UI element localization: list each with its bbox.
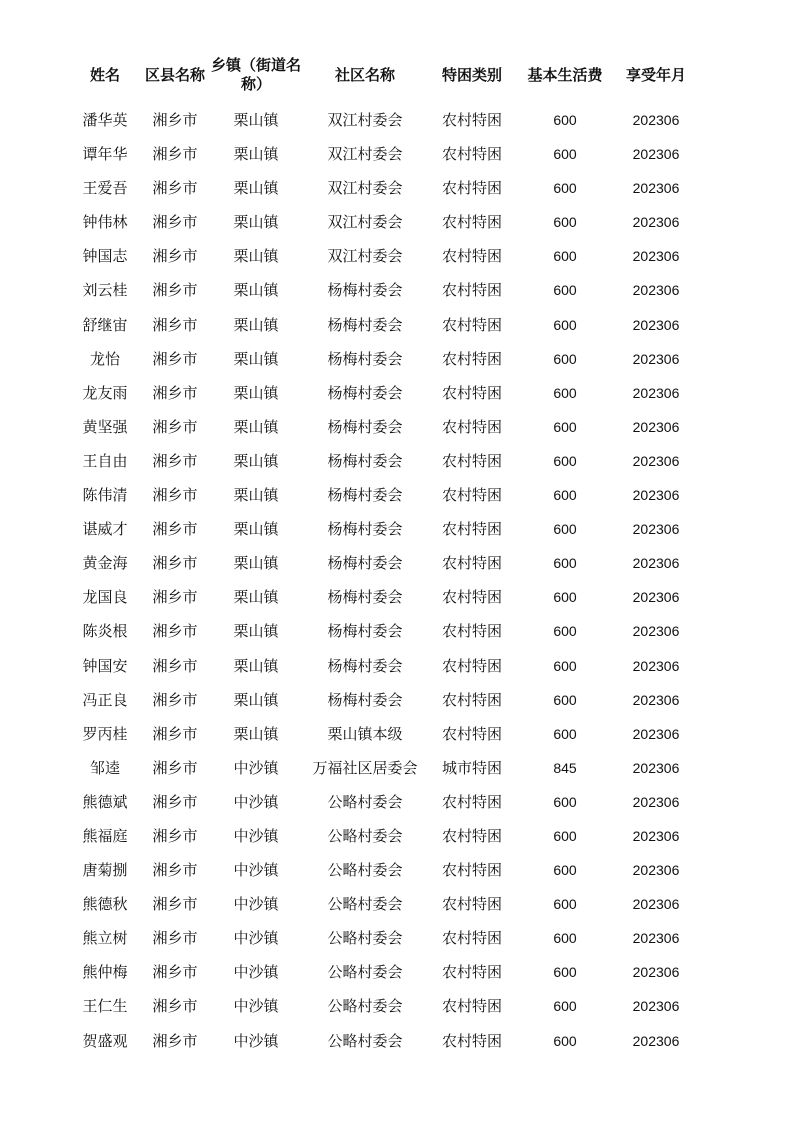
- cell-community: 双江村委会: [327, 247, 403, 266]
- cell-fee: 600: [553, 146, 577, 163]
- cell-type: 农村特困: [441, 213, 502, 232]
- table-row: [0, 649, 793, 683]
- cell-type: 农村特困: [441, 111, 502, 129]
- cell-month: 202306: [632, 657, 680, 674]
- cell-month: 202306: [632, 384, 680, 401]
- cell-district: 湘乡市: [152, 349, 198, 368]
- header-month: 享受年月: [625, 65, 686, 84]
- table-body: [0, 103, 793, 1058]
- cell-name: 钟伟林: [82, 213, 128, 232]
- cell-fee: 600: [553, 589, 577, 606]
- table-row: [0, 546, 793, 580]
- cell-fee: 845: [553, 759, 577, 776]
- cell-town: 中沙镇: [233, 826, 279, 845]
- cell-town: 栗山镇: [233, 383, 279, 402]
- cell-town: 中沙镇: [233, 997, 279, 1016]
- cell-type: 城市特困: [441, 758, 502, 777]
- cell-fee: 600: [553, 316, 577, 333]
- cell-town: 栗山镇: [233, 315, 279, 334]
- table-row: [0, 785, 793, 819]
- cell-name: 黄坚强: [82, 417, 128, 436]
- table-row: [0, 205, 793, 239]
- table-row: [0, 683, 793, 717]
- cell-type: 农村特困: [441, 963, 502, 982]
- cell-town: 栗山镇: [233, 213, 279, 232]
- header-community: 社区名称: [334, 65, 395, 84]
- table-row: [0, 921, 793, 955]
- cell-type: 农村特困: [441, 179, 502, 198]
- cell-district: 湘乡市: [152, 758, 198, 777]
- cell-district: 湘乡市: [152, 929, 198, 948]
- cell-district: 湘乡市: [152, 826, 198, 845]
- cell-district: 湘乡市: [152, 315, 198, 334]
- cell-month: 202306: [632, 418, 680, 435]
- header-fee: 基本生活费: [527, 65, 603, 84]
- table-row: [0, 580, 793, 614]
- cell-month: 202306: [632, 589, 680, 606]
- cell-district: 湘乡市: [152, 520, 198, 539]
- cell-fee: 600: [553, 896, 577, 913]
- cell-fee: 600: [553, 725, 577, 742]
- cell-name: 贺盛观: [82, 1031, 128, 1050]
- cell-district: 湘乡市: [152, 622, 198, 641]
- table-row: [0, 273, 793, 307]
- table-row: [0, 887, 793, 921]
- cell-type: 农村特困: [441, 451, 502, 470]
- cell-fee: 600: [553, 793, 577, 810]
- cell-community: 公略村委会: [327, 963, 403, 982]
- cell-month: 202306: [632, 725, 680, 742]
- table-row: [0, 137, 793, 171]
- table-row: [0, 751, 793, 785]
- cell-name: 熊仲梅: [82, 963, 128, 982]
- table-row: [0, 342, 793, 376]
- cell-type: 农村特困: [441, 861, 502, 880]
- cell-town: 中沙镇: [233, 758, 279, 777]
- cell-month: 202306: [632, 691, 680, 708]
- cell-community: 杨梅村委会: [327, 520, 403, 539]
- cell-fee: 600: [553, 180, 577, 197]
- table-row: [0, 614, 793, 648]
- table-row: [0, 410, 793, 444]
- cell-fee: 600: [553, 657, 577, 674]
- cell-district: 湘乡市: [152, 792, 198, 811]
- cell-district: 湘乡市: [152, 451, 198, 470]
- cell-type: 农村特困: [441, 349, 502, 368]
- cell-town: 中沙镇: [233, 963, 279, 982]
- cell-fee: 600: [553, 214, 577, 231]
- cell-town: 中沙镇: [233, 792, 279, 811]
- cell-community: 公略村委会: [327, 792, 403, 811]
- cell-name: 唐菊捌: [82, 861, 128, 880]
- cell-name: 钟国安: [82, 656, 128, 675]
- cell-name: 熊德秋: [82, 895, 128, 914]
- cell-type: 农村特困: [441, 281, 502, 300]
- cell-fee: 600: [553, 452, 577, 469]
- cell-type: 农村特困: [441, 145, 502, 164]
- cell-fee: 600: [553, 691, 577, 708]
- cell-district: 湘乡市: [152, 861, 198, 880]
- cell-community: 双江村委会: [327, 111, 403, 129]
- cell-community: 公略村委会: [327, 826, 403, 845]
- cell-community: 杨梅村委会: [327, 690, 403, 709]
- cell-type: 农村特困: [441, 588, 502, 607]
- cell-community: 公略村委会: [327, 895, 403, 914]
- cell-district: 湘乡市: [152, 963, 198, 982]
- cell-name: 潘华英: [82, 111, 128, 129]
- cell-type: 农村特困: [441, 622, 502, 641]
- cell-fee: 600: [553, 521, 577, 538]
- cell-fee: 600: [553, 862, 577, 879]
- cell-community: 双江村委会: [327, 179, 403, 198]
- cell-community: 杨梅村委会: [327, 383, 403, 402]
- cell-type: 农村特困: [441, 997, 502, 1016]
- cell-town: 栗山镇: [233, 145, 279, 164]
- cell-type: 农村特困: [441, 656, 502, 675]
- cell-month: 202306: [632, 146, 680, 163]
- cell-fee: 600: [553, 418, 577, 435]
- cell-community: 杨梅村委会: [327, 417, 403, 436]
- cell-town: 栗山镇: [233, 111, 279, 129]
- cell-community: 杨梅村委会: [327, 622, 403, 641]
- cell-community: 杨梅村委会: [327, 349, 403, 368]
- cell-fee: 600: [553, 623, 577, 640]
- cell-district: 湘乡市: [152, 486, 198, 505]
- cell-town: 栗山镇: [233, 179, 279, 198]
- cell-name: 王仁生: [82, 997, 128, 1016]
- cell-month: 202306: [632, 214, 680, 231]
- cell-month: 202306: [632, 896, 680, 913]
- cell-community: 杨梅村委会: [327, 281, 403, 300]
- header-name: 姓名: [89, 65, 120, 84]
- cell-district: 湘乡市: [152, 247, 198, 266]
- cell-district: 湘乡市: [152, 417, 198, 436]
- cell-district: 湘乡市: [152, 895, 198, 914]
- cell-town: 栗山镇: [233, 690, 279, 709]
- table-row: [0, 478, 793, 512]
- cell-fee: 600: [553, 555, 577, 572]
- cell-name: 陈伟清: [82, 486, 128, 505]
- cell-district: 湘乡市: [152, 281, 198, 300]
- table-row: [0, 376, 793, 410]
- cell-month: 202306: [632, 793, 680, 810]
- cell-name: 谌威才: [82, 520, 128, 539]
- cell-type: 农村特困: [441, 724, 502, 743]
- cell-month: 202306: [632, 827, 680, 844]
- cell-district: 湘乡市: [152, 383, 198, 402]
- table-row: [0, 1024, 793, 1058]
- cell-community: 杨梅村委会: [327, 588, 403, 607]
- cell-month: 202306: [632, 180, 680, 197]
- cell-month: 202306: [632, 623, 680, 640]
- cell-name: 龙国良: [82, 588, 128, 607]
- cell-month: 202306: [632, 521, 680, 538]
- cell-fee: 600: [553, 827, 577, 844]
- cell-type: 农村特困: [441, 383, 502, 402]
- cell-town: 栗山镇: [233, 281, 279, 300]
- cell-fee: 600: [553, 350, 577, 367]
- cell-community: 双江村委会: [327, 213, 403, 232]
- table-row: [0, 512, 793, 546]
- cell-community: 公略村委会: [327, 929, 403, 948]
- cell-type: 农村特困: [441, 826, 502, 845]
- cell-district: 湘乡市: [152, 554, 198, 573]
- cell-fee: 600: [553, 384, 577, 401]
- cell-type: 农村特困: [441, 520, 502, 539]
- cell-town: 栗山镇: [233, 417, 279, 436]
- cell-name: 冯正良: [82, 690, 128, 709]
- cell-district: 湘乡市: [152, 588, 198, 607]
- cell-type: 农村特困: [441, 315, 502, 334]
- cell-type: 农村特困: [441, 929, 502, 948]
- cell-type: 农村特困: [441, 792, 502, 811]
- cell-name: 熊立树: [82, 929, 128, 948]
- cell-town: 中沙镇: [233, 861, 279, 880]
- cell-type: 农村特困: [441, 554, 502, 573]
- table-row: [0, 308, 793, 342]
- cell-name: 龙友雨: [82, 383, 128, 402]
- cell-month: 202306: [632, 350, 680, 367]
- cell-name: 王自由: [82, 451, 128, 470]
- header-town-text: 乡镇（街道名称）: [210, 56, 301, 93]
- cell-community: 双江村委会: [327, 145, 403, 164]
- cell-district: 湘乡市: [152, 213, 198, 232]
- cell-month: 202306: [632, 555, 680, 572]
- cell-district: 湘乡市: [152, 1031, 198, 1050]
- cell-fee: 600: [553, 930, 577, 947]
- cell-district: 湘乡市: [152, 111, 198, 129]
- cell-month: 202306: [632, 112, 680, 128]
- cell-community: 杨梅村委会: [327, 315, 403, 334]
- cell-month: 202306: [632, 282, 680, 299]
- cell-community: 杨梅村委会: [327, 451, 403, 470]
- table-row: [0, 717, 793, 751]
- cell-community: 杨梅村委会: [327, 486, 403, 505]
- table-row: [0, 853, 793, 887]
- cell-month: 202306: [632, 248, 680, 265]
- table-row: [0, 444, 793, 478]
- cell-name: 舒继宙: [82, 315, 128, 334]
- table-row: [0, 955, 793, 989]
- cell-type: 农村特困: [441, 486, 502, 505]
- cell-type: 农村特困: [441, 417, 502, 436]
- cell-community: 万福社区居委会: [312, 758, 418, 777]
- cell-town: 栗山镇: [233, 451, 279, 470]
- cell-month: 202306: [632, 316, 680, 333]
- cell-town: 栗山镇: [233, 554, 279, 573]
- cell-community: 栗山镇本级: [327, 724, 403, 743]
- cell-town: 中沙镇: [233, 895, 279, 914]
- cell-type: 农村特困: [441, 1031, 502, 1050]
- cell-district: 湘乡市: [152, 179, 198, 198]
- cell-name: 黄金海: [82, 554, 128, 573]
- cell-community: 公略村委会: [327, 1031, 403, 1050]
- cell-fee: 600: [553, 248, 577, 265]
- header-type: 特困类别: [441, 65, 502, 84]
- cell-name: 熊福庭: [82, 826, 128, 845]
- table-row: [0, 171, 793, 205]
- header-town: [210, 52, 302, 98]
- cell-name: 龙怡: [89, 349, 120, 368]
- cell-district: 湘乡市: [152, 997, 198, 1016]
- cell-town: 中沙镇: [233, 1031, 279, 1050]
- cell-community: 公略村委会: [327, 997, 403, 1016]
- cell-town: 栗山镇: [233, 349, 279, 368]
- cell-community: 杨梅村委会: [327, 656, 403, 675]
- table-row: [0, 103, 793, 137]
- cell-district: 湘乡市: [152, 724, 198, 743]
- cell-fee: 600: [553, 964, 577, 981]
- cell-name: 刘云桂: [82, 281, 128, 300]
- cell-fee: 600: [553, 112, 577, 128]
- cell-month: 202306: [632, 930, 680, 947]
- cell-month: 202306: [632, 862, 680, 879]
- cell-month: 202306: [632, 1032, 680, 1049]
- table-row: [0, 989, 793, 1023]
- cell-name: 熊德斌: [82, 792, 128, 811]
- cell-name: 钟国志: [82, 247, 128, 266]
- cell-month: 202306: [632, 487, 680, 504]
- cell-community: 公略村委会: [327, 861, 403, 880]
- cell-district: 湘乡市: [152, 690, 198, 709]
- cell-district: 湘乡市: [152, 145, 198, 164]
- table-row: [0, 819, 793, 853]
- cell-type: 农村特困: [441, 690, 502, 709]
- cell-town: 栗山镇: [233, 486, 279, 505]
- cell-town: 栗山镇: [233, 520, 279, 539]
- table-row: [0, 239, 793, 273]
- cell-community: 杨梅村委会: [327, 554, 403, 573]
- cell-fee: 600: [553, 487, 577, 504]
- cell-fee: 600: [553, 1032, 577, 1049]
- cell-district: 湘乡市: [152, 656, 198, 675]
- cell-town: 栗山镇: [233, 622, 279, 641]
- cell-fee: 600: [553, 998, 577, 1015]
- cell-type: 农村特困: [441, 895, 502, 914]
- cell-month: 202306: [632, 452, 680, 469]
- cell-town: 栗山镇: [233, 724, 279, 743]
- cell-name: 谭年华: [82, 145, 128, 164]
- cell-town: 栗山镇: [233, 656, 279, 675]
- cell-month: 202306: [632, 964, 680, 981]
- cell-name: 邹逵: [89, 758, 120, 777]
- cell-type: 农村特困: [441, 247, 502, 266]
- cell-town: 中沙镇: [233, 929, 279, 948]
- cell-town: 栗山镇: [233, 247, 279, 266]
- cell-name: 陈炎根: [82, 622, 128, 641]
- header-district: 区县名称: [144, 65, 205, 84]
- cell-town: 栗山镇: [233, 588, 279, 607]
- cell-month: 202306: [632, 998, 680, 1015]
- cell-fee: 600: [553, 282, 577, 299]
- cell-name: 王爱吾: [82, 179, 128, 198]
- cell-month: 202306: [632, 759, 680, 776]
- cell-name: 罗丙桂: [82, 724, 128, 743]
